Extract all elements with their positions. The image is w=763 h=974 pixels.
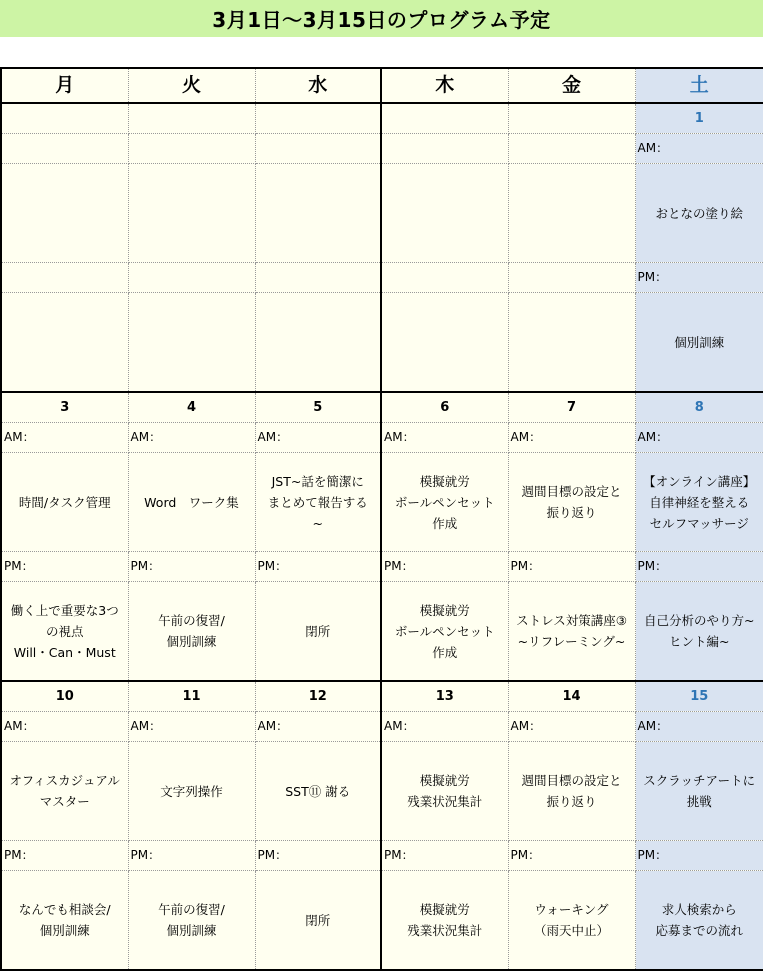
pm-activity-text: 個別訓練 [674,334,725,350]
am-activity-mon [1,742,128,841]
date-cell-text: 12 [308,689,327,704]
am-activity-text: おとなの塗り絵 [655,205,743,221]
pm-activity-text: 求人検索から 応募までの流れ [655,902,743,938]
am-activity-tue [128,164,255,263]
am-activity-text: スクラッチアートに 挑戦 [643,773,756,809]
pm-activity-text: ウォーキング （雨天中止） [533,902,609,938]
pm-label-text: PM： [4,848,34,862]
pm-label-wed [255,263,381,293]
pm-label-sat [635,263,763,293]
am-activity-row [1,164,763,263]
date-cell-text: 10 [55,689,74,704]
pm-activity-wed [255,293,381,393]
am-activity-fri [508,164,635,263]
pm-label-text: PM： [130,559,161,573]
pm-label-fri [508,263,635,293]
date-cell-fri [508,103,635,134]
date-cell-mon [1,392,128,423]
pm-label-row [1,263,763,293]
date-cell-wed [255,681,381,712]
am-label-text: AM： [4,719,35,733]
pm-activity-text: 働く上で重要な3つ の視点 Will・Can・Must [10,602,119,660]
pm-label-mon [1,552,128,582]
am-activity-row [1,742,763,841]
pm-label-row [1,841,763,871]
pm-label-mon [1,841,128,871]
am-label-thu [381,712,508,742]
am-label-text: AM： [384,430,415,444]
am-activity-fri [508,742,635,841]
date-cell-thu [381,681,508,712]
pm-label-text: PM： [637,848,668,862]
pm-label-tue [128,263,255,293]
pm-label-thu [381,552,508,582]
am-label-text: AM： [257,430,289,444]
date-cell-text: 14 [562,689,581,704]
am-activity-sat [635,742,763,841]
am-activity-wed [255,453,381,552]
am-activity-tue [128,453,255,552]
am-activity-tue [128,742,255,841]
pm-activity-thu [381,871,508,971]
pm-activity-thu [381,293,508,393]
date-cell-text: 1 [694,111,704,126]
am-activity-wed [255,742,381,841]
am-label-text: AM： [257,719,289,733]
pm-label-thu [381,841,508,871]
am-activity-sat [635,453,763,552]
am-label-tue [128,134,255,164]
pm-label-text: PM： [637,559,668,573]
header-mon: 月 [1,68,128,103]
pm-activity-tue [128,293,255,393]
am-activity-row [1,453,763,552]
am-label-sat [635,712,763,742]
header-thu: 木 [381,68,508,103]
am-label-text: AM： [637,430,669,444]
am-label-wed [255,712,381,742]
date-cell-sat [635,392,763,423]
pm-label-sat [635,552,763,582]
date-cell-mon [1,103,128,134]
pm-label-tue [128,841,255,871]
date-cell-tue [128,681,255,712]
pm-activity-mon [1,582,128,682]
date-cell-tue [128,103,255,134]
date-cell-thu [381,392,508,423]
pm-activity-wed [255,582,381,682]
am-label-text: AM： [384,719,415,733]
am-label-mon [1,712,128,742]
pm-activity-sat [635,582,763,682]
pm-activity-tue [128,582,255,682]
date-row [1,681,763,712]
am-label-mon [1,134,128,164]
am-label-text: AM： [130,430,162,444]
pm-label-wed [255,841,381,871]
date-cell-thu [381,103,508,134]
pm-activity-mon [1,871,128,971]
weekday-header-row [1,68,763,103]
pm-label-mon [1,263,128,293]
pm-activity-mon [1,293,128,393]
am-label-fri [508,712,635,742]
pm-activity-text: 自己分析のやり方~ ヒント編~ [644,613,755,649]
pm-activity-tue [128,871,255,971]
pm-label-fri [508,841,635,871]
pm-label-thu [381,263,508,293]
pm-activity-text: ストレス対策講座③ ~リフレーミング~ [516,613,627,649]
date-cell-text: 11 [182,689,201,704]
pm-activity-text: 閉所 [305,623,331,639]
date-cell-text: 7 [566,400,577,415]
header-fri: 金 [508,68,635,103]
am-activity-wed [255,164,381,263]
am-activity-text: 模擬就労 ボールペンセット 作成 [394,473,495,531]
am-label-text: AM： [510,430,542,444]
pm-activity-row [1,871,763,971]
pm-activity-fri [508,582,635,682]
am-activity-text: SST⑪ 謝る [285,783,351,799]
am-label-tue [128,712,255,742]
date-cell-text: 5 [313,400,323,415]
am-activity-text: Word ワーク集 [144,494,239,510]
date-cell-tue [128,392,255,423]
header-sat: 土 [635,68,763,103]
pm-activity-fri [508,293,635,393]
pm-label-text: PM： [257,848,288,862]
schedule-table [0,67,763,971]
date-row [1,103,763,134]
pm-activity-thu [381,582,508,682]
pm-activity-sat [635,871,763,971]
am-activity-text: 【オンライン講座】 自律神経を整える セルフマッサージ [643,473,756,531]
am-label-wed [255,423,381,453]
date-cell-wed [255,392,381,423]
date-cell-text: 6 [440,400,450,415]
am-label-wed [255,134,381,164]
pm-label-wed [255,552,381,582]
am-activity-thu [381,742,508,841]
pm-activity-text: 模擬就労 残業状況集計 [407,902,483,938]
am-label-thu [381,423,508,453]
am-label-mon [1,423,128,453]
pm-label-text: PM： [384,848,414,862]
am-label-text: AM： [637,141,669,155]
am-activity-fri [508,453,635,552]
pm-label-row [1,552,763,582]
am-label-fri [508,134,635,164]
date-cell-fri [508,392,635,423]
am-activity-mon [1,164,128,263]
pm-activity-wed [255,871,381,971]
date-cell-fri [508,681,635,712]
date-cell-text: 15 [690,689,709,704]
am-activity-sat [635,164,763,263]
pm-label-text: PM： [4,559,34,573]
date-cell-sat [635,681,763,712]
pm-label-text: PM： [257,559,288,573]
am-label-text: AM： [130,719,162,733]
pm-activity-text: 模擬就労 ボールペンセット 作成 [394,602,495,660]
header-tue: 火 [128,68,255,103]
date-cell-text: 4 [186,400,197,415]
date-row [1,392,763,423]
am-label-text: AM： [510,719,542,733]
pm-activity-row [1,582,763,682]
am-activity-text: オフィスカジュアル マスター [9,773,120,809]
am-label-row [1,134,763,164]
header-wed: 水 [255,68,381,103]
date-cell-text: 3 [60,400,70,415]
pm-activity-text: 午前の復習/ 個別訓練 [158,613,225,649]
am-activity-text: 模擬就労 残業状況集計 [407,773,483,809]
date-cell-mon [1,681,128,712]
am-label-thu [381,134,508,164]
page-title: 3月1日～3月15日のプログラム予定 [0,0,763,37]
am-label-sat [635,134,763,164]
pm-activity-fri [508,871,635,971]
date-cell-wed [255,103,381,134]
pm-label-text: PM： [130,848,161,862]
am-activity-text: 文字列操作 [160,783,223,799]
date-cell-text: 8 [694,400,704,415]
date-cell-sat [635,103,763,134]
am-activity-text: 週間目標の設定と 振り返り [521,773,622,809]
am-activity-text: 時間/タスク管理 [18,494,111,510]
date-cell-text: 13 [435,689,454,704]
pm-activity-sat [635,293,763,393]
am-label-text: AM： [637,719,669,733]
am-activity-text: JST~話を簡潔に まとめて報告する ~ [267,473,368,531]
pm-activity-text: 午前の復習/ 個別訓練 [158,902,225,938]
pm-activity-text: なんでも相談会/ 個別訓練 [18,902,111,938]
pm-label-tue [128,552,255,582]
pm-label-text: PM： [384,559,414,573]
am-activity-mon [1,453,128,552]
pm-label-text: PM： [637,270,668,284]
pm-activity-text: 閉所 [305,912,331,928]
am-activity-thu [381,453,508,552]
am-activity-thu [381,164,508,263]
am-label-fri [508,423,635,453]
pm-label-fri [508,552,635,582]
am-label-text: AM： [4,430,35,444]
am-label-row [1,712,763,742]
am-label-sat [635,423,763,453]
pm-label-text: PM： [510,848,541,862]
pm-activity-row [1,293,763,393]
am-label-tue [128,423,255,453]
am-label-row [1,423,763,453]
pm-label-text: PM： [510,559,541,573]
pm-label-sat [635,841,763,871]
am-activity-text: 週間目標の設定と 振り返り [521,484,622,520]
